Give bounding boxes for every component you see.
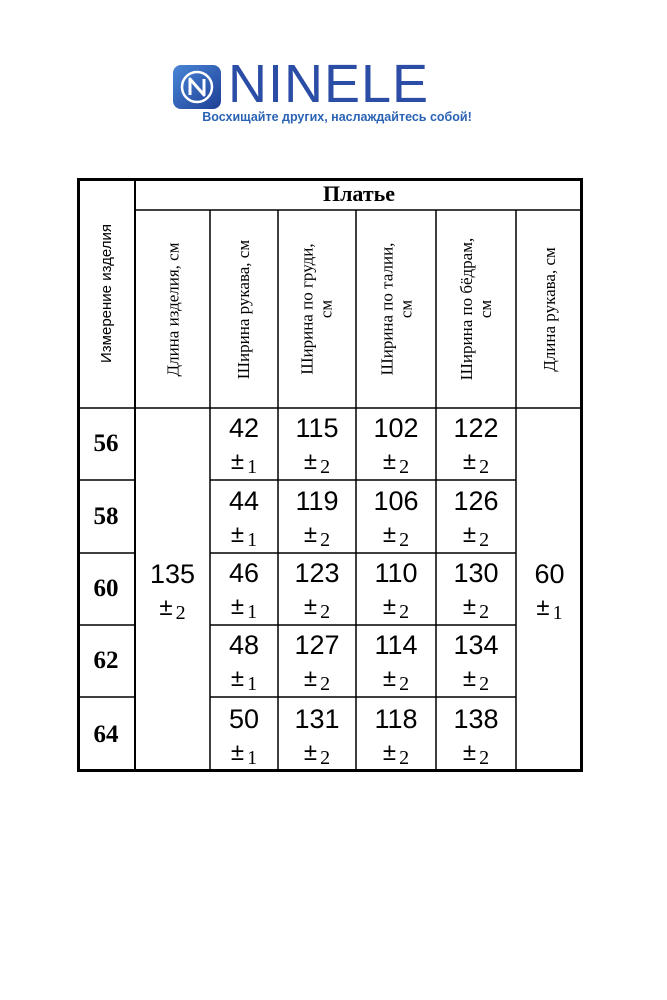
measure-tolerance: ± 1 [536,594,563,624]
table-cell [210,553,278,625]
column-header-line: Ширина рукава, см [234,239,254,379]
size-label-cell [77,697,135,772]
measure-tolerance: ± 2 [303,520,331,551]
column-header [210,210,278,408]
table-cell [356,480,436,553]
measure-value: 115 [295,413,339,443]
measure-value: 60 [534,559,565,589]
table-cell [278,480,356,553]
column-header-line: см [317,299,337,319]
size-label: 58 [93,502,119,530]
measure-value: 134 [453,630,499,660]
measure-value: 114 [374,630,418,660]
column-header-line: Длина изделия, см [163,242,183,376]
table-cell [210,625,278,697]
title-cell [135,178,583,210]
column-header [436,210,516,408]
column-header [516,210,583,408]
measure-value: 119 [295,485,339,516]
measure-tolerance: ± 2 [462,665,490,695]
n-badge-icon [172,64,222,110]
measure-value: 44 [228,485,260,516]
table-cell [210,408,278,480]
measure-value: 106 [373,485,419,516]
measure-tolerance: ± 1 [230,665,258,695]
measure-value: 130 [453,558,499,588]
size-label: 62 [93,647,119,674]
measure-tolerance: ± 1 [230,593,258,623]
size-label-cell [77,625,135,697]
measure-value: 131 [294,703,340,734]
measure-tolerance: ± 2 [303,665,331,695]
measure-value: 127 [294,630,340,660]
size-label-cell [77,480,135,553]
measure-tolerance: ± 2 [382,738,410,769]
size-label-cell [77,553,135,625]
measure-value: 126 [453,485,499,516]
table-cell [356,408,436,480]
table-cell [436,408,516,480]
measure-value: 138 [453,703,499,734]
measure-tolerance: ± 2 [462,448,490,478]
table-cell [278,408,356,480]
measure-value: 123 [294,558,340,588]
measure-tolerance: ± 2 [382,665,410,695]
size-label-cell [77,408,135,480]
measure-tolerance: ± 2 [382,520,410,551]
brand-logo [172,54,502,132]
table-cell [436,480,516,553]
measure-tolerance: ± 2 [303,448,331,478]
measure-value: 48 [228,630,260,660]
brand-tagline: Восхищайте других, наслаждайтесь собой! [202,110,472,124]
column-header-line: Ширина по груди, [298,243,318,375]
measure-value: 102 [373,413,419,443]
table-cell [210,480,278,553]
measure-value: 110 [374,558,418,588]
table-cell [278,697,356,772]
size-table [77,178,583,772]
measure-value: 46 [228,558,260,588]
table-cell [436,625,516,697]
size-label: 60 [93,575,119,602]
sleeve-length-merged-cell [516,408,583,772]
brand-name: NINELE [228,54,430,114]
measure-tolerance: ± 2 [462,593,490,623]
column-header [135,210,210,408]
measure-value: 42 [228,413,260,443]
table-title: Платье [322,181,396,206]
column-header [278,210,356,408]
measure-value: 118 [374,703,418,734]
size-label: 64 [93,720,119,748]
table-cell [278,625,356,697]
column-header-line: Длина рукава, см [540,246,560,372]
row-header: Измерение изделия [97,223,115,363]
measure-tolerance: ± 2 [303,593,331,623]
measure-tolerance: ± 2 [159,594,186,624]
measure-tolerance: ± 2 [462,520,490,551]
column-header-line: см [476,299,496,319]
table-cell [278,553,356,625]
column-header-line: Ширина по бёдрам, [457,237,477,381]
measure-value: 50 [228,703,260,734]
measure-tolerance: ± 1 [230,520,258,551]
table-cell [356,697,436,772]
measure-value: 135 [149,559,196,589]
column-header [356,210,436,408]
measure-tolerance: ± 1 [230,448,258,478]
measure-tolerance: ± 2 [462,738,490,769]
size-label: 56 [93,430,119,457]
row-header-cell [77,178,135,408]
column-header-line: Ширина по талии, [377,242,397,376]
table-cell [436,697,516,772]
table-cell [356,553,436,625]
measure-tolerance: ± 2 [382,448,410,478]
measure-tolerance: ± 2 [303,738,331,769]
length-merged-cell [135,408,210,772]
table-cell [210,697,278,772]
table-cell [436,553,516,625]
table-cell [356,625,436,697]
measure-tolerance: ± 2 [382,593,410,623]
column-header-line: см [396,299,416,319]
measure-value: 122 [453,413,499,443]
measure-tolerance: ± 1 [230,738,258,769]
